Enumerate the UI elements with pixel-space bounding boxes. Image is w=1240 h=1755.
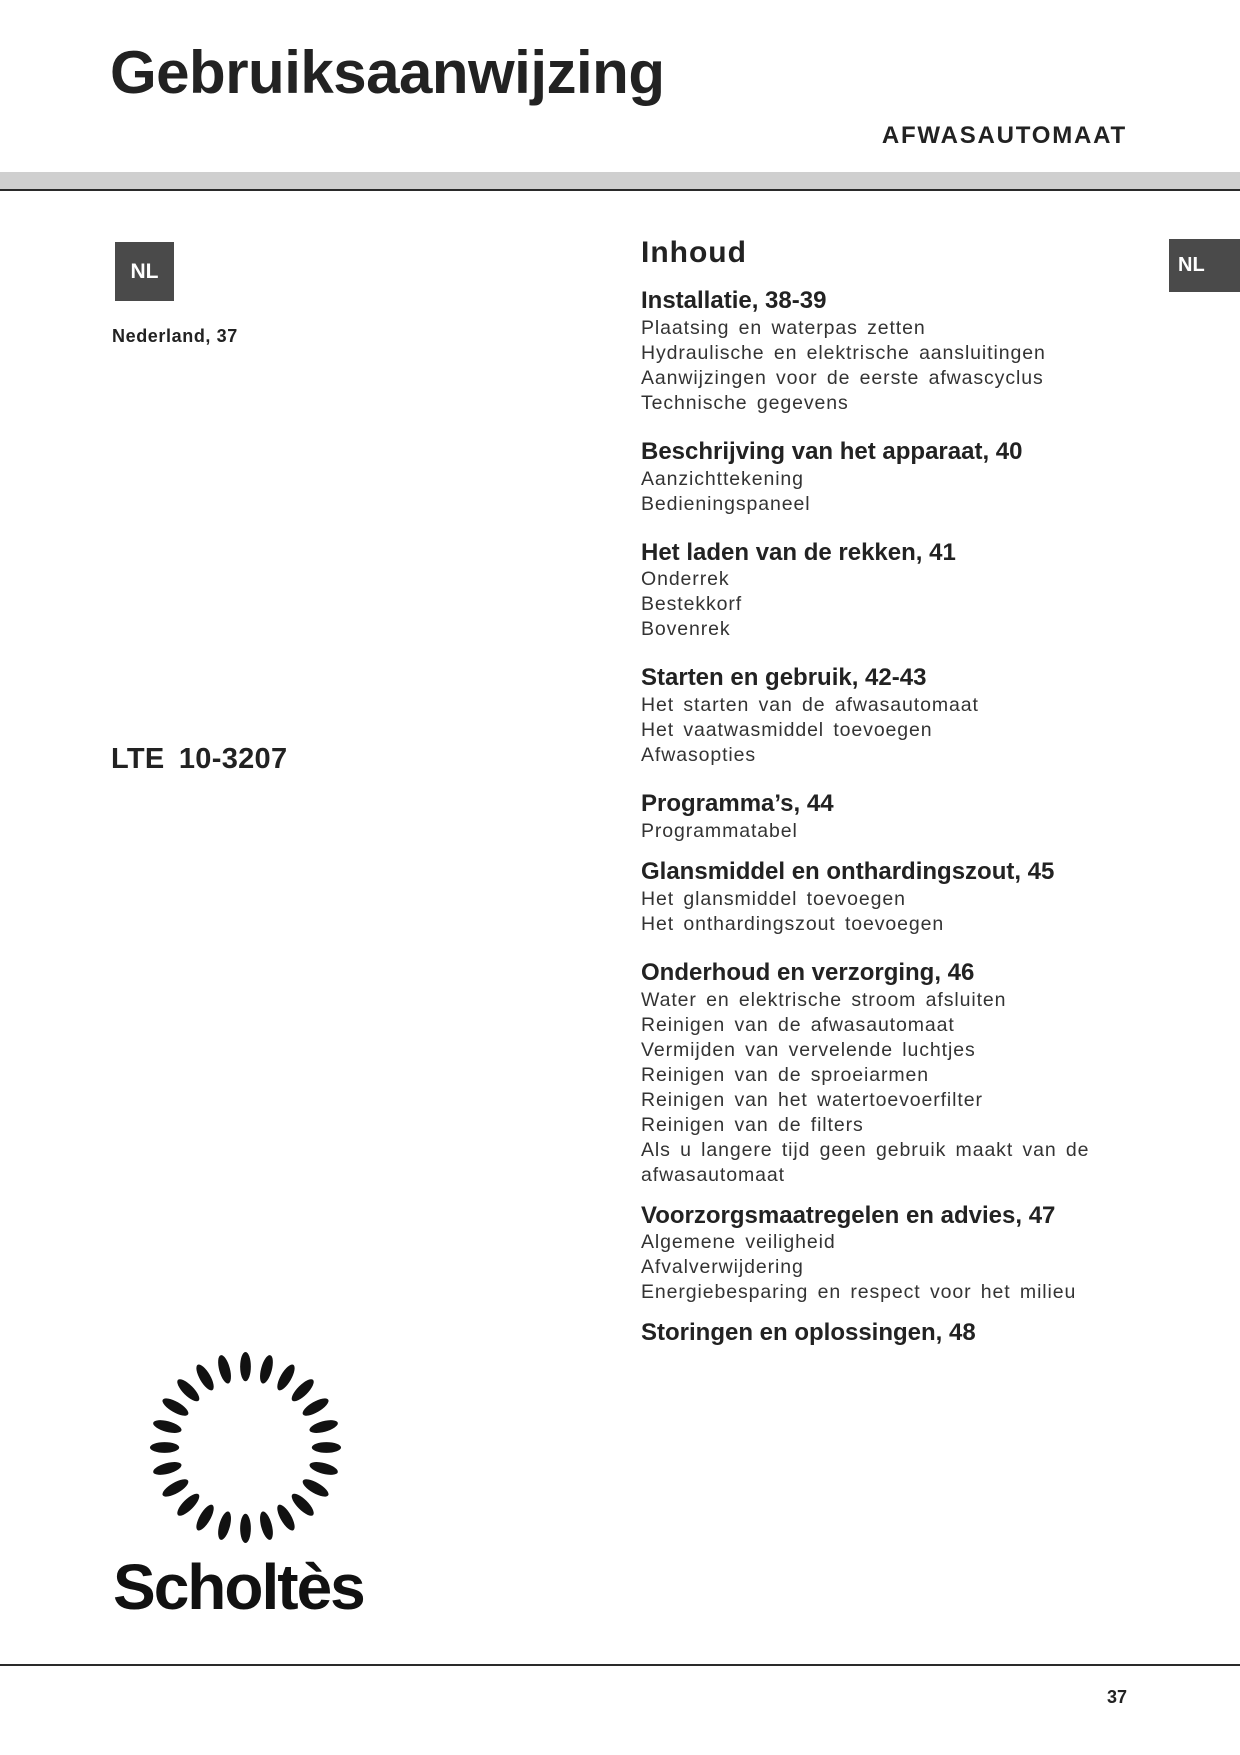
toc-item-list [641,1230,1201,1305]
toc-item: Reinigen van de filters [641,1113,864,1136]
toc-item: Water en elektrische stroom afsluiten [641,988,1007,1011]
language-badge: NL [115,242,174,301]
toc-section [641,1202,1201,1306]
toc-section-title: Het laden van de rekken, 41 [641,538,956,566]
toc-section-title: Starten en gebruik, 42-43 [641,664,927,692]
toc-item-list [641,567,1201,642]
toc-item: Energiebesparing en respect voor het milieu [641,1281,1077,1304]
toc-item: Technische gegevens [641,391,849,414]
toc-section-title: Glansmiddel en onthardingszout, 45 [641,857,1055,885]
header-rule [0,189,1240,191]
toc-section-title: Onderhoud en verzorging, 46 [641,958,975,986]
toc-item-list [641,819,1201,844]
toc-item-list [641,988,1201,1188]
toc-section-title: Installatie, 38-39 [641,287,827,314]
toc-section [641,1319,1201,1348]
toc-item: Plaatsing en waterpas zetten [641,316,926,339]
toc-item: Hydraulische en elektrische aansluitingen [641,341,1046,364]
sun-burst-icon [148,1350,343,1545]
toc-item: Bestekkorf [641,593,743,616]
header-band [0,172,1240,189]
toc-item: Aanwijzingen voor de eerste afwascyclus [641,366,1044,389]
toc-item: Als u langere tijd geen gebruik maakt van de afwasautomaat [641,1138,1090,1186]
toc-section-title: Programma’s, 44 [641,790,834,818]
document-title: Gebruiksaanwijzing [110,39,665,106]
toc-item: Programmatabel [641,819,798,842]
toc-item-list [641,467,1201,517]
toc-heading: Inhoud [641,236,747,269]
language-side-tab: NL [1169,239,1240,292]
toc-section [641,664,1201,768]
table-of-contents [641,235,1201,1348]
toc-section [641,858,1201,937]
toc-section [641,790,1201,844]
toc-item: Afvalverwijdering [641,1256,804,1279]
toc-item: Afwasopties [641,744,757,767]
toc-section [641,438,1201,517]
toc-item: Het vaatwasmiddel toevoegen [641,719,933,742]
toc-item: Onderrek [641,568,730,591]
toc-item: Reinigen van de afwasautomaat [641,1013,955,1036]
toc-section [641,539,1201,643]
toc-section-title: Storingen en oplossingen, 48 [641,1319,976,1347]
toc-item: Het starten van de afwasautomaat [641,694,979,717]
toc-section [641,959,1201,1188]
toc-item: Reinigen van het watertoevoerfilter [641,1088,983,1111]
footer-rule [0,1664,1240,1666]
toc-item-list [641,887,1201,937]
country-reference: Nederland, 37 [112,326,238,346]
toc-item-list [641,316,1201,416]
toc-section-title: Beschrijving van het apparaat, 40 [641,437,1023,465]
toc-item: Vermijden van vervelende luchtjes [641,1038,976,1061]
page-number: 37 [1106,1687,1127,1707]
model-number: LTE 10-3207 [111,743,288,775]
brand-logo-wordmark: Scholtès [113,1551,364,1623]
toc-section-title: Voorzorgsmaatregelen en advies, 47 [641,1201,1056,1229]
toc-item: Bovenrek [641,618,731,641]
toc-item: Het glansmiddel toevoegen [641,887,906,910]
toc-item: Het onthardingszout toevoegen [641,912,945,935]
toc-item: Aanzichttekening [641,467,804,490]
toc-section [641,287,1201,416]
toc-item: Algemene veiligheid [641,1231,836,1254]
toc-item-list [641,693,1201,768]
toc-item: Bedieningspaneel [641,492,811,515]
document-subtitle: AFWASAUTOMAAT [881,122,1127,149]
toc-sections [641,287,1201,1348]
toc-item: Reinigen van de sproeiarmen [641,1063,930,1086]
